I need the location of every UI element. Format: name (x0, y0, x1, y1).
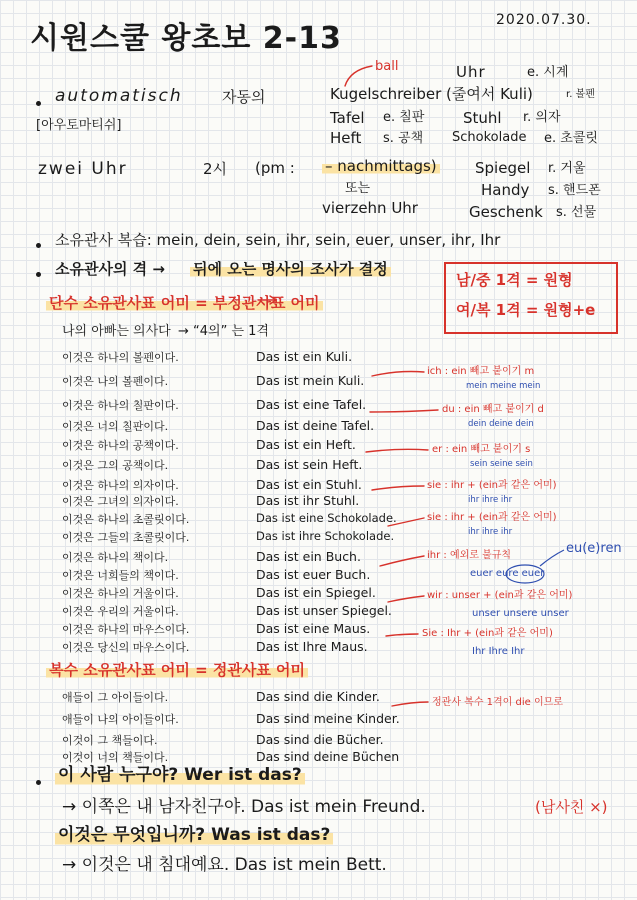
word-uhr-gender: e. 시계 (527, 65, 569, 80)
note-arrow (366, 449, 428, 452)
answer-2: → 이것은 내 침대예요. Das ist mein Bett. (62, 855, 387, 875)
word-handy-gender: s. 핸드폰 (548, 183, 601, 198)
note-forms: sein seine sein (470, 459, 533, 469)
row-de: Das ist eine Schokolade. (256, 511, 397, 525)
plural-row-ko: 이것이 너의 책들이다. (62, 751, 169, 764)
row-de: Das ist ein Buch. (256, 549, 361, 564)
note-forms: dein deine dein (468, 419, 534, 429)
row-de: Das ist ein Stuhl. (256, 477, 362, 492)
pm-label: (pm : (255, 159, 295, 177)
word-spiegel: Spiegel (475, 159, 531, 177)
row-ko: 이것은 하나의 책이다. (62, 551, 169, 564)
note-arrow (380, 556, 424, 566)
note-label: ich : ein 빼고 붙이기 m (427, 366, 535, 377)
row-ko: 이것은 너희들의 책이다. (62, 569, 179, 582)
note-arrow (372, 372, 424, 377)
row-de: Das ist ein Spiegel. (256, 585, 376, 600)
row-de: Das ist ihr Stuhl. (256, 493, 360, 508)
plural-header: 복수 소유관사표 어미 = 정관사표 어미 (46, 662, 308, 679)
plural-row-ko: 애들이 그 아이들이다. (62, 691, 169, 704)
example-intro: 나의 아빠는 의사다 (62, 324, 171, 339)
row-ko: 이것은 하나의 거울이다. (62, 587, 179, 600)
word-handy: Handy (481, 181, 530, 199)
row-ko: 이것은 하나의 초콜릿이다. (62, 513, 190, 526)
oder-label: 또는 (345, 181, 371, 196)
note-label: wir : unser + (ein과 같은 어미) (427, 590, 573, 601)
row-ko: 이것은 하나의 의자이다. (62, 479, 179, 492)
row-de: Das ist unser Spiegel. (256, 603, 392, 618)
word-zwei-uhr: zwei Uhr (38, 159, 128, 179)
row-ko: 이것은 당신의 마우스이다. (62, 641, 190, 654)
row-de: Das ist mein Kuli. (256, 373, 365, 388)
rule-body: 뒤에 오는 명사의 조사가 결정 (190, 261, 391, 278)
plural-note: 정관사 복수 1격이 die 이므로 (432, 697, 563, 708)
plural-row-ko: 이것이 그 책들이다. (62, 734, 158, 747)
row-ko: 이것은 그의 공책이다. (62, 459, 169, 472)
word-spiegel-gender: r. 거울 (548, 161, 586, 176)
note-label: er : ein 빼고 붙이기 s (432, 444, 531, 455)
word-nachmittags: – nachmittags) (322, 158, 440, 175)
rule-box-line2: 여/복 1격 = 원형+e (456, 301, 596, 319)
row-ko: 이것은 하나의 마우스이다. (62, 623, 190, 636)
word-automatisch-meaning: 자동의 (222, 88, 266, 106)
word-stuhl-gender: r. 의자 (523, 110, 561, 125)
note-label: sie : ihr + (ein과 같은 어미) (427, 480, 557, 491)
row-ko: 이것은 하나의 공책이다. (62, 439, 179, 452)
word-stuhl: Stuhl (463, 109, 502, 127)
word-heft-gender: s. 공책 (383, 131, 424, 146)
question-1: 이 사람 누구야? Wer ist das? (55, 766, 305, 786)
word-vierzehn: vierzehn Uhr (322, 199, 418, 217)
row-de: Das ist eine Tafel. (256, 397, 367, 412)
row-de: Das ist sein Heft. (256, 457, 363, 472)
word-heft: Heft (330, 129, 362, 147)
row-ko: 이것은 그들의 초콜릿이다. (62, 531, 190, 544)
note-arrow (370, 410, 438, 412)
word-geschenk: Geschenk (469, 203, 543, 221)
possessive-review: 소유관사 복습: mein, dein, sein, ihr, sein, euer, unser, ihr, Ihr (55, 231, 501, 249)
word-automatisch-pronunciation: [아우토마티쉬] (36, 118, 122, 133)
question-2: 이것은 무엇입니까? Was ist das? (55, 826, 333, 846)
word-geschenk-gender: s. 선물 (556, 205, 597, 220)
ball-note: ball (375, 59, 399, 74)
row-de: Das ist Ihre Maus. (256, 639, 368, 654)
ball-arrow (345, 66, 372, 86)
plural-row-de: Das sind die Bücher. (256, 732, 384, 747)
answer-1: → 이쪽은 내 남자친구야. Das ist mein Freund. (62, 797, 426, 817)
rule-box-line1: 남/중 1격 = 원형 (456, 271, 573, 289)
rule-title: 소유관사의 격 → (55, 260, 165, 278)
note-arrow (388, 596, 424, 602)
page-title: 시원스쿨 왕초보 2-13 (30, 21, 342, 56)
note-forms: euer eure euer (470, 568, 545, 579)
euren-note: eu(e)ren (566, 541, 622, 556)
note-forms: unser unsere unser (472, 608, 569, 619)
singular-header: 단수 소유관사표 어미 = 부정관사표 어미 (46, 295, 323, 312)
row-ko: 이것은 하나의 칠판이다. (62, 399, 179, 412)
row-de: Das ist ein Heft. (256, 437, 356, 452)
row-ko: 이것은 우리의 거울이다. (62, 605, 179, 618)
word-tafel: Tafel (330, 109, 365, 127)
row-de: Das ist ihre Schokolade. (256, 529, 395, 543)
plural-arrow (392, 702, 428, 706)
note-arrow (388, 518, 424, 526)
word-schokolade: Schokolade (452, 130, 527, 145)
word-kuli: Kugelschreiber (줄여서 Kuli) (330, 85, 533, 103)
note-forms: ihr ihre ihr (468, 527, 513, 537)
row-de: Das ist deine Tafel. (256, 418, 375, 433)
word-schokolade-gender: e. 초콜릿 (544, 131, 598, 146)
answer-1-note: (남사친 ×) (535, 798, 608, 816)
note-label: sie : ihr + (ein과 같은 어미) (427, 512, 557, 523)
row-ko: 이것은 너의 칠판이다. (62, 420, 169, 433)
word-two-oclock: 2시 (203, 160, 228, 178)
row-de: Das ist euer Buch. (256, 567, 371, 582)
word-tafel-gender: e. 칠판 (383, 110, 425, 125)
date: 2020.07.30. (496, 12, 592, 28)
row-ko: 이것은 그녀의 의자이다. (62, 495, 179, 508)
plural-row-de: Das sind meine Kinder. (256, 711, 400, 726)
plural-row-ko: 애들이 나의 아이들이다. (62, 713, 179, 726)
eure-circle (506, 565, 544, 583)
plural-row-de: Das sind die Kinder. (256, 689, 380, 704)
row-ko: 이것은 하나의 볼펜이다. (62, 351, 179, 364)
row-ko: 이것은 나의 볼펜이다. (62, 375, 169, 388)
word-uhr: Uhr (456, 63, 486, 81)
note-label: Sie : Ihr + (ein과 같은 어미) (422, 628, 553, 639)
word-kuli-gender: r. 볼펜 (566, 89, 595, 100)
note-forms: ihr ihre ihr (468, 495, 513, 505)
note-label: ihr : 예외로 불규칙 (427, 550, 512, 561)
eure-arrow (540, 550, 564, 566)
header-arrow (258, 296, 276, 304)
note-forms: mein meine mein (466, 381, 541, 391)
row-de: Das ist eine Maus. (256, 621, 371, 636)
example-intro-note: → “4의” 는 1격 (178, 324, 269, 339)
note-arrow (386, 634, 418, 636)
note-forms: Ihr Ihre Ihr (472, 646, 525, 657)
row-de: Das ist ein Kuli. (256, 349, 353, 364)
note-label: du : ein 빼고 붙이기 d (442, 404, 544, 415)
note-arrow (372, 486, 424, 490)
word-automatisch: automatisch (55, 86, 183, 106)
plural-row-de: Das sind deine Büchen (256, 749, 400, 764)
